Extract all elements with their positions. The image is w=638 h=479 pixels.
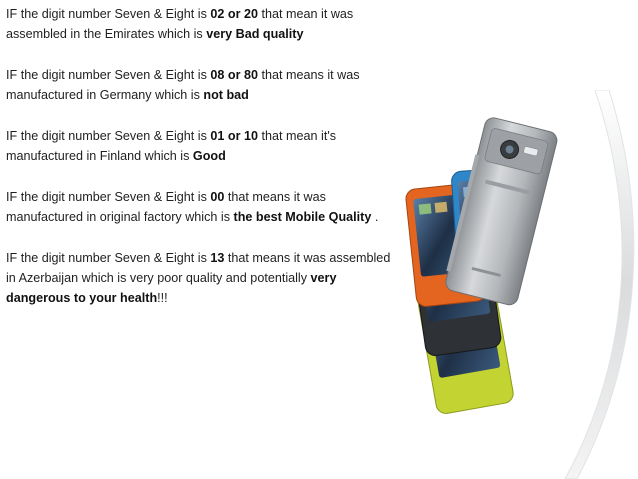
- paragraph-body: that mean it's manufactured in Finland which is: [6, 128, 337, 164]
- quality-verdict: not bad: [203, 88, 249, 103]
- decorative-swoosh: [565, 90, 634, 479]
- digit-code: 13: [210, 250, 225, 265]
- digit-code: 01 or 10: [210, 128, 259, 143]
- paragraph-end: .: [371, 209, 379, 224]
- paragraph-body: that mean it was assembled in the Emirates which is: [6, 7, 354, 42]
- paragraph-intro: IF the digit number Seven & Eight is: [6, 7, 211, 21]
- paragraph-intro: IF the digit number Seven & Eight is: [6, 128, 211, 143]
- quality-verdict: very dangerous to your health: [6, 270, 337, 306]
- paragraph-intro: IF the digit number Seven & Eight is: [6, 189, 211, 204]
- paragraph-body: that means it was manufactured in original factory which is: [6, 189, 326, 224]
- paragraph-body: that means it was assembled in Azerbaijan which is very poor quality and potentially: [6, 250, 391, 285]
- paragraph-end: !!!: [157, 291, 168, 306]
- quality-verdict: Good: [192, 149, 226, 164]
- paragraph-original-factory: [6, 187, 401, 228]
- paragraph-intro: IF the digit number Seven & Eight is: [6, 67, 211, 82]
- text-block: [6, 4, 401, 329]
- paragraph-finland: [6, 126, 401, 167]
- quality-verdict: the best Mobile Quality: [233, 209, 372, 224]
- digit-code: 00: [210, 189, 225, 204]
- digit-code: 08 or 80: [210, 67, 259, 82]
- paragraph-emirates: [6, 4, 401, 45]
- paragraph-body: that means it was manufactured in Germany which is: [6, 67, 360, 103]
- quality-verdict: very Bad quality: [206, 27, 304, 42]
- paragraph-azerbaijan: [6, 248, 401, 309]
- paragraph-germany: [6, 65, 401, 106]
- phones-illustration: [395, 90, 638, 479]
- digit-code: 02 or 20: [210, 7, 259, 21]
- paragraph-intro: IF the digit number Seven & Eight is: [6, 250, 211, 265]
